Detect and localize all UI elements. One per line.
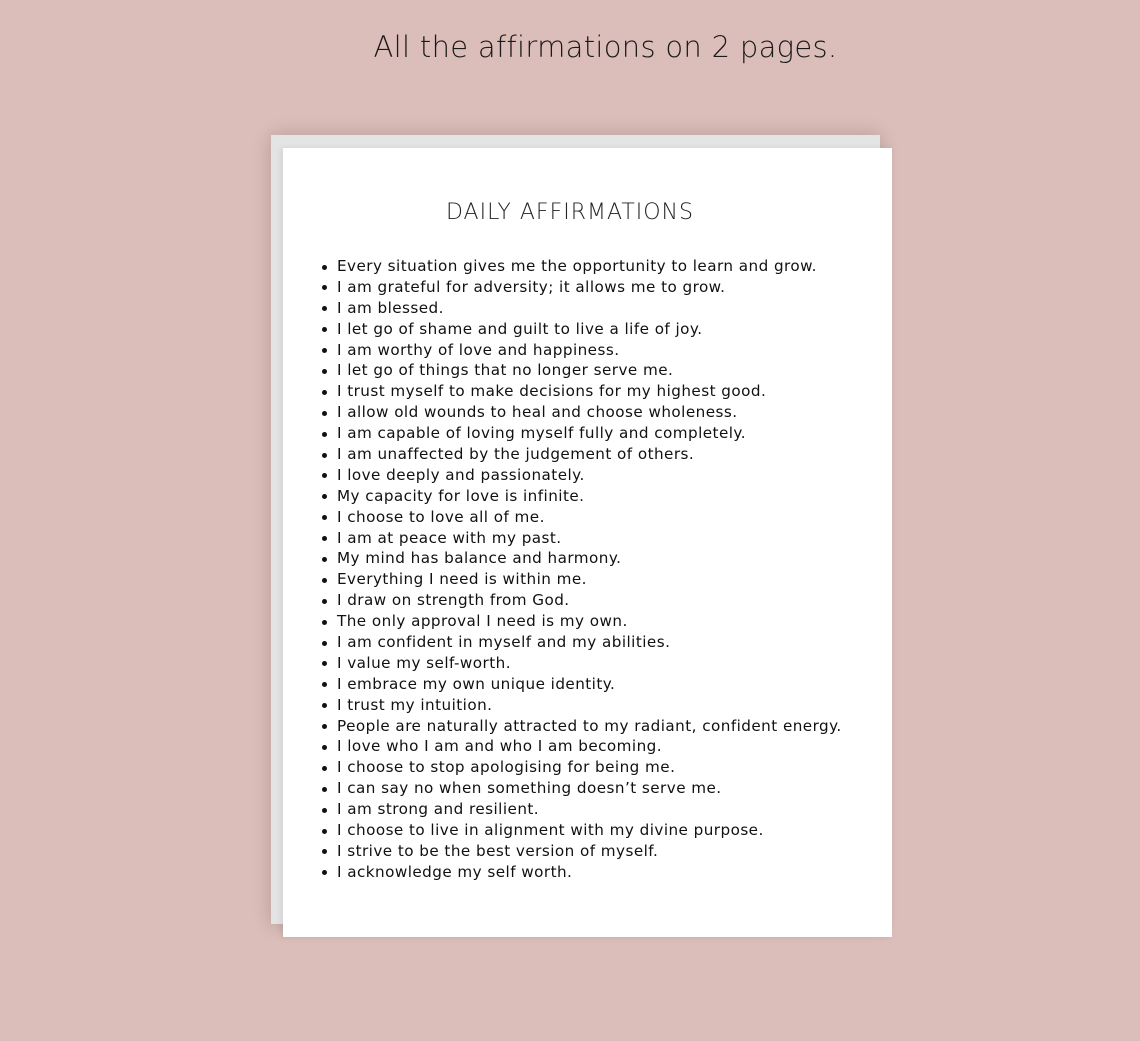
front-page — [283, 148, 892, 937]
affirmation-item: I choose to stop apologising for being me. — [337, 757, 877, 778]
affirmation-item: I choose to live in alignment with my divine purpose. — [337, 820, 877, 841]
affirmation-item: I am confident in myself and my abilities. — [337, 632, 877, 653]
affirmation-item: I love deeply and passionately. — [337, 465, 877, 486]
affirmation-item: I draw on strength from God. — [337, 590, 877, 611]
affirmation-item: I strive to be the best version of myself. — [337, 841, 877, 862]
affirmation-item: People are naturally attracted to my radiant, confident energy. — [337, 716, 877, 737]
affirmation-item: I am strong and resilient. — [337, 799, 877, 820]
affirmation-item: The only approval I need is my own. — [337, 611, 877, 632]
affirmation-item: I value my self-worth. — [337, 653, 877, 674]
affirmation-list — [337, 256, 877, 883]
affirmation-item: I love who I am and who I am becoming. — [337, 736, 877, 757]
affirmation-item: Everything I need is within me. — [337, 569, 877, 590]
affirmation-item: I am blessed. — [337, 298, 877, 319]
affirmation-item: I acknowledge my self worth. — [337, 862, 877, 883]
document-title: DAILY AFFIRMATIONS — [446, 200, 694, 225]
affirmation-item: I embrace my own unique identity. — [337, 674, 877, 695]
headline: All the affirmations on 2 pages. — [373, 30, 838, 64]
affirmation-item: I am capable of loving myself fully and completely. — [337, 423, 877, 444]
affirmation-item: I trust myself to make decisions for my highest good. — [337, 381, 877, 402]
affirmation-item: I let go of shame and guilt to live a life of joy. — [337, 319, 877, 340]
affirmation-item: I am unaffected by the judgement of others. — [337, 444, 877, 465]
affirmation-item: I am at peace with my past. — [337, 528, 877, 549]
affirmation-item: I allow old wounds to heal and choose wholeness. — [337, 402, 877, 423]
affirmation-item: Every situation gives me the opportunity to learn and grow. — [337, 256, 877, 277]
affirmation-item: I can say no when something doesn’t serve me. — [337, 778, 877, 799]
affirmation-item: My mind has balance and harmony. — [337, 548, 877, 569]
affirmation-item: I am worthy of love and happiness. — [337, 340, 877, 361]
affirmation-item: I let go of things that no longer serve me. — [337, 360, 877, 381]
affirmation-item: I choose to love all of me. — [337, 507, 877, 528]
affirmation-item: I trust my intuition. — [337, 695, 877, 716]
affirmation-item: I am grateful for adversity; it allows me to grow. — [337, 277, 877, 298]
affirmation-item: My capacity for love is infinite. — [337, 486, 877, 507]
